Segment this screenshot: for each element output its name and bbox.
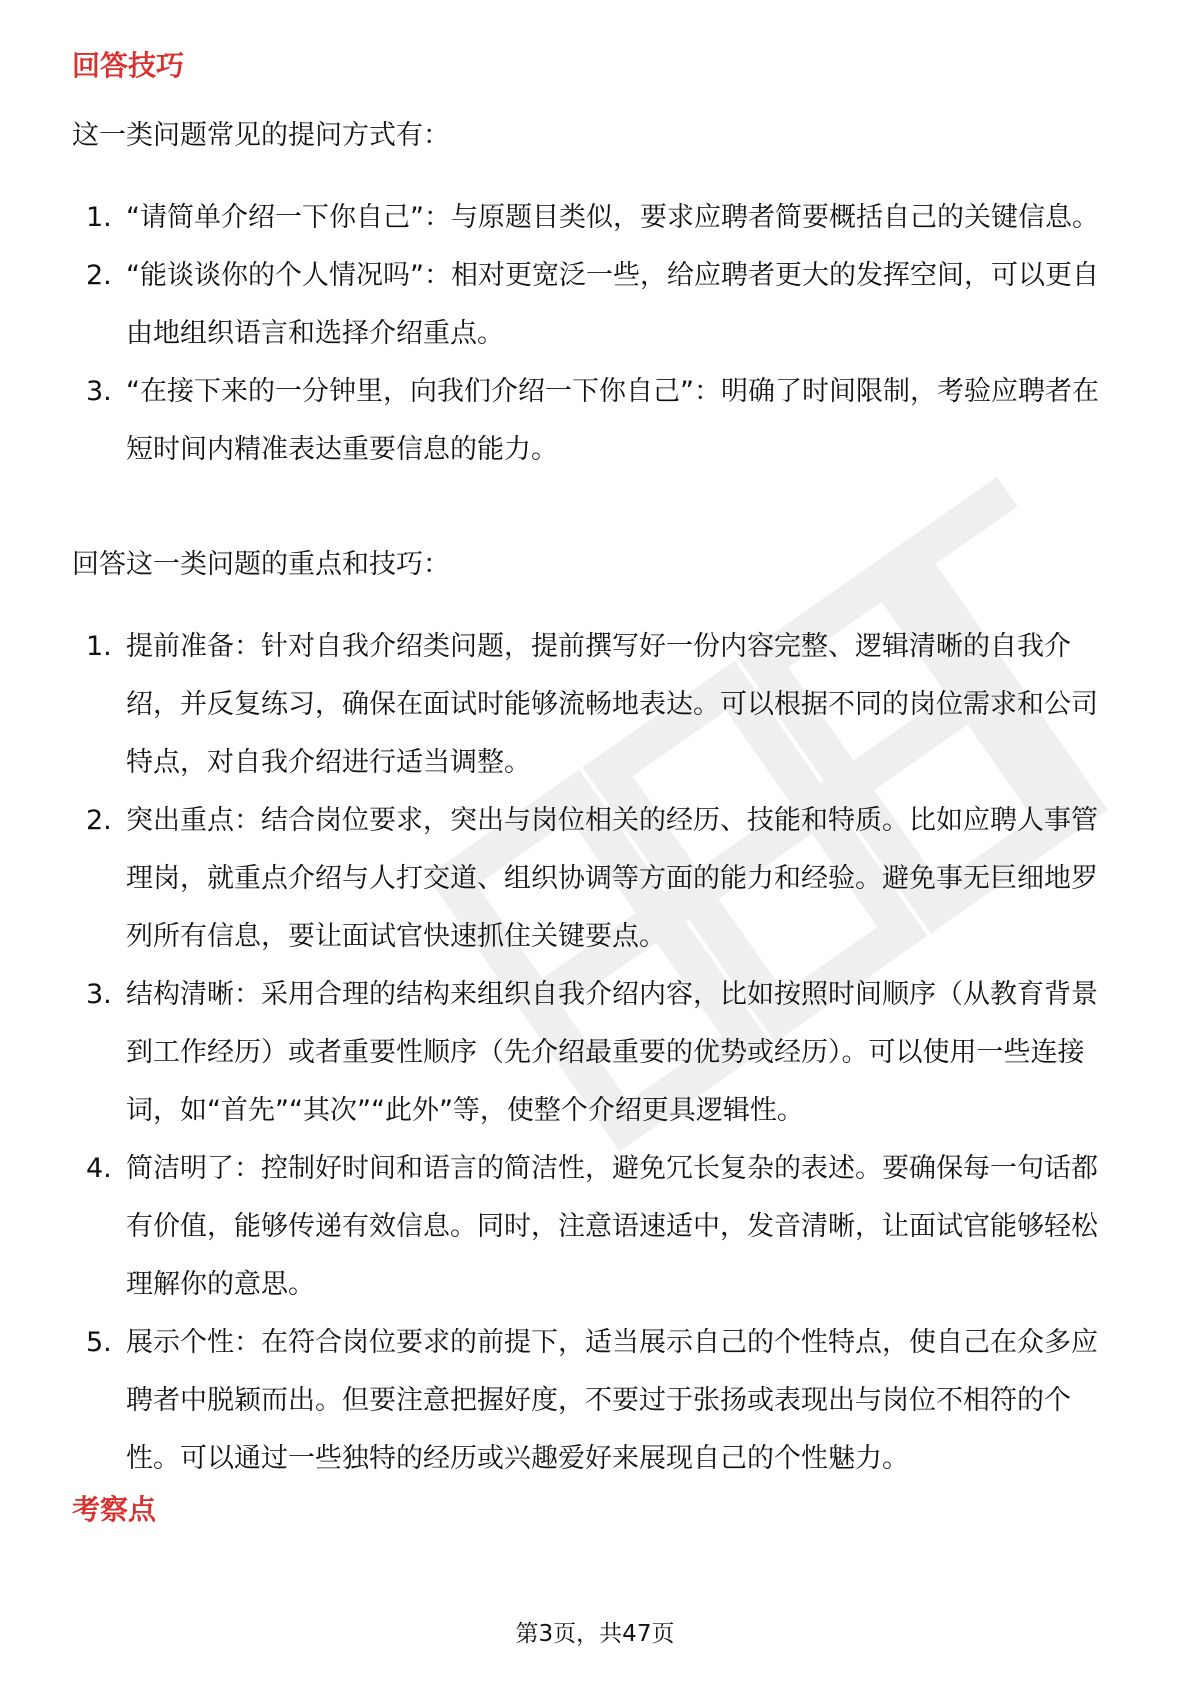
list-item-text: 结构清晰：采用合理的结构来组织自我介绍内容，比如按照时间顺序（从教育背景到工作经历）或者重要性顺序（先介绍最重要的优势或经历）。可以使用一些连接词，如“首先”“其次”“此外”等，使整个介绍更具逻辑性。 (126, 979, 1098, 1126)
list-item-text: “请简单介绍一下你自己”：与原题目类似，要求应聘者简要概括自己的关键信息。 (126, 202, 1099, 233)
list-item (72, 618, 1118, 792)
list-item-text: “在接下来的一分钟里，向我们介绍一下你自己”：明确了时间限制，考验应聘者在短时间内精准表达重要信息的能力。 (126, 376, 1099, 465)
list-item-number: 2. (86, 805, 112, 836)
list-item-number: 1. (86, 202, 112, 233)
list-item-text: “能谈谈你的个人情况吗”：相对更宽泛一些，给应聘者更大的发挥空间，可以更自由地组织语言和选择介绍重点。 (126, 260, 1099, 349)
list-item-number: 5. (86, 1327, 112, 1358)
section-heading-assessment-points: 考察点 (72, 1493, 157, 1526)
list-item (72, 189, 1118, 247)
page-number-footer: 第3页，共47页 (515, 1621, 675, 1647)
list-item-number: 3. (86, 376, 112, 407)
list-item-text: 展示个性：在符合岗位要求的前提下，适当展示自己的个性特点，使自己在众多应聘者中脱颖而出。但要注意把握好度，不要过于张扬或表现出与岗位不相符的个性。可以通过一些独特的经历或兴趣爱好来展现自己的个性魅力。 (126, 1327, 1098, 1474)
section-heading-answer-tips: 回答技巧 (72, 49, 185, 82)
key-points-list (72, 618, 1118, 1488)
question-forms-list (72, 189, 1118, 479)
list-item-number: 1. (86, 631, 112, 662)
list-item-number: 3. (86, 979, 112, 1010)
list-item-number: 4. (86, 1153, 112, 1184)
list-item-text: 突出重点：结合岗位要求，突出与岗位相关的经历、技能和特质。比如应聘人事管理岗，就重点介绍与人打交道、组织协调等方面的能力和经验。避免事无巨细地罗列所有信息，要让面试官快速抓住关键要点。 (126, 805, 1098, 952)
key-points-intro: 回答这一类问题的重点和技巧： (72, 549, 450, 580)
list-item (72, 247, 1118, 363)
list-item (72, 1140, 1118, 1314)
question-forms-intro: 这一类问题常见的提问方式有： (72, 120, 450, 151)
list-item-number: 2. (86, 260, 112, 291)
list-item (72, 792, 1118, 966)
list-item-text: 提前准备：针对自我介绍类问题，提前撰写好一份内容完整、逻辑清晰的自我介绍，并反复练习，确保在面试时能够流畅地表达。可以根据不同的岗位需求和公司特点，对自我介绍进行适当调整。 (126, 631, 1098, 778)
list-item (72, 966, 1118, 1140)
list-item-text: 简洁明了：控制好时间和语言的简洁性，避免冗长复杂的表述。要确保每一句话都有价值，能够传递有效信息。同时，注意语速适中，发音清晰，让面试官能够轻松理解你的意思。 (126, 1153, 1098, 1300)
list-item (72, 1314, 1118, 1488)
list-item (72, 363, 1118, 479)
